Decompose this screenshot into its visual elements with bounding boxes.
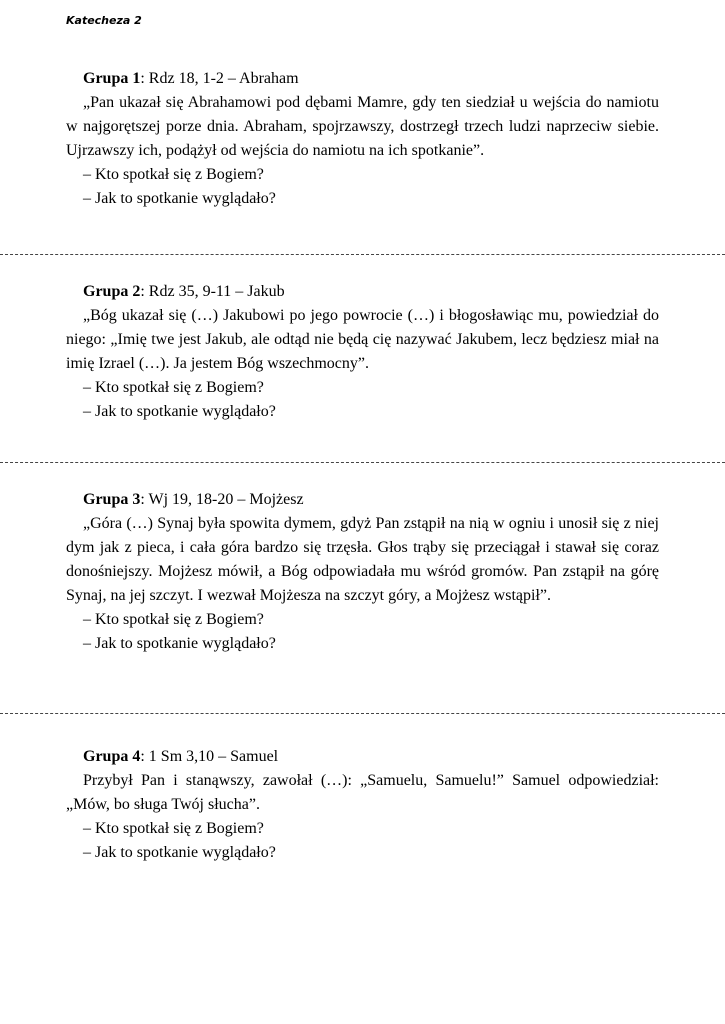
scripture-quote: „Góra (…) Synaj była spowita dymem, gdyż Pan zstąpił na nią w ogniu i unosił się z niej dym jak z pieca, i cała góra bardzo się trzęsła. Głos trąby się przeciągał i stawał się coraz donośniejszy. Mojżesz mówił, a Bóg odpowiadała mu wśród gromów. Pan zstąpił na górę Synaj, na jej szczyt. I wezwał Mojżesza na szczyt góry, a Mojżesz wstąpił”. — [66, 515, 659, 604]
dashed-separator — [0, 462, 725, 463]
scripture-reference: : Rdz 35, 9-11 – Jakub — [140, 283, 285, 300]
scripture-quote: Przybył Pan i stanąwszy, zawołał (…): „Samuelu, Samuelu!” Samuel odpowiedział: „Mów, bo sługa Twój słucha”. — [66, 772, 659, 813]
group-title — [66, 745, 659, 769]
group-title — [66, 67, 659, 91]
group-title — [66, 280, 659, 304]
group-title — [66, 488, 659, 512]
page-header: Katecheza 2 — [66, 14, 142, 27]
group-1-section — [66, 67, 659, 211]
scripture-quote: „Pan ukazał się Abrahamowi pod dębami Mamre, gdy ten siedział u wejścia do namiotu w najgorętszej porze dnia. Abraham, spojrzawszy, dostrzegł trzech ludzi naprzeciw siebie. Ujrzawszy ich, podążył od wejścia do namiotu na ich spotkanie”. — [66, 94, 659, 159]
question-who: – Kto spotkał się z Bogiem? — [83, 166, 264, 183]
group-label: Grupa 2 — [83, 283, 141, 300]
question-how: – Jak to spotkanie wyglądało? — [83, 190, 276, 207]
dashed-separator — [0, 713, 725, 714]
question-who: – Kto spotkał się z Bogiem? — [83, 379, 264, 396]
scripture-reference: : 1 Sm 3,10 – Samuel — [140, 748, 279, 765]
scripture-reference: : Rdz 18, 1-2 – Abraham — [140, 70, 299, 87]
question-how: – Jak to spotkanie wyglądało? — [83, 635, 276, 652]
scripture-quote: „Bóg ukazał się (…) Jakubowi po jego powrocie (…) i błogosławiąc mu, powiedział do niego: „Imię twe jest Jakub, ale odtąd nie będą cię nazywać Jakubem, lecz będziesz miał na imię Izrael (…). Ja jestem Bóg wszechmocny”. — [66, 307, 659, 372]
group-3-section — [66, 488, 659, 656]
group-4-section — [66, 745, 659, 865]
question-how: – Jak to spotkanie wyglądało? — [83, 403, 276, 420]
question-who: – Kto spotkał się z Bogiem? — [83, 611, 264, 628]
question-who: – Kto spotkał się z Bogiem? — [83, 820, 264, 837]
group-label: Grupa 1 — [83, 70, 141, 87]
dashed-separator — [0, 254, 725, 255]
group-2-section — [66, 280, 659, 424]
group-label: Grupa 4 — [83, 748, 141, 765]
group-label: Grupa 3 — [83, 491, 141, 508]
question-how: – Jak to spotkanie wyglądało? — [83, 844, 276, 861]
scripture-reference: : Wj 19, 18-20 – Mojżesz — [140, 491, 304, 508]
